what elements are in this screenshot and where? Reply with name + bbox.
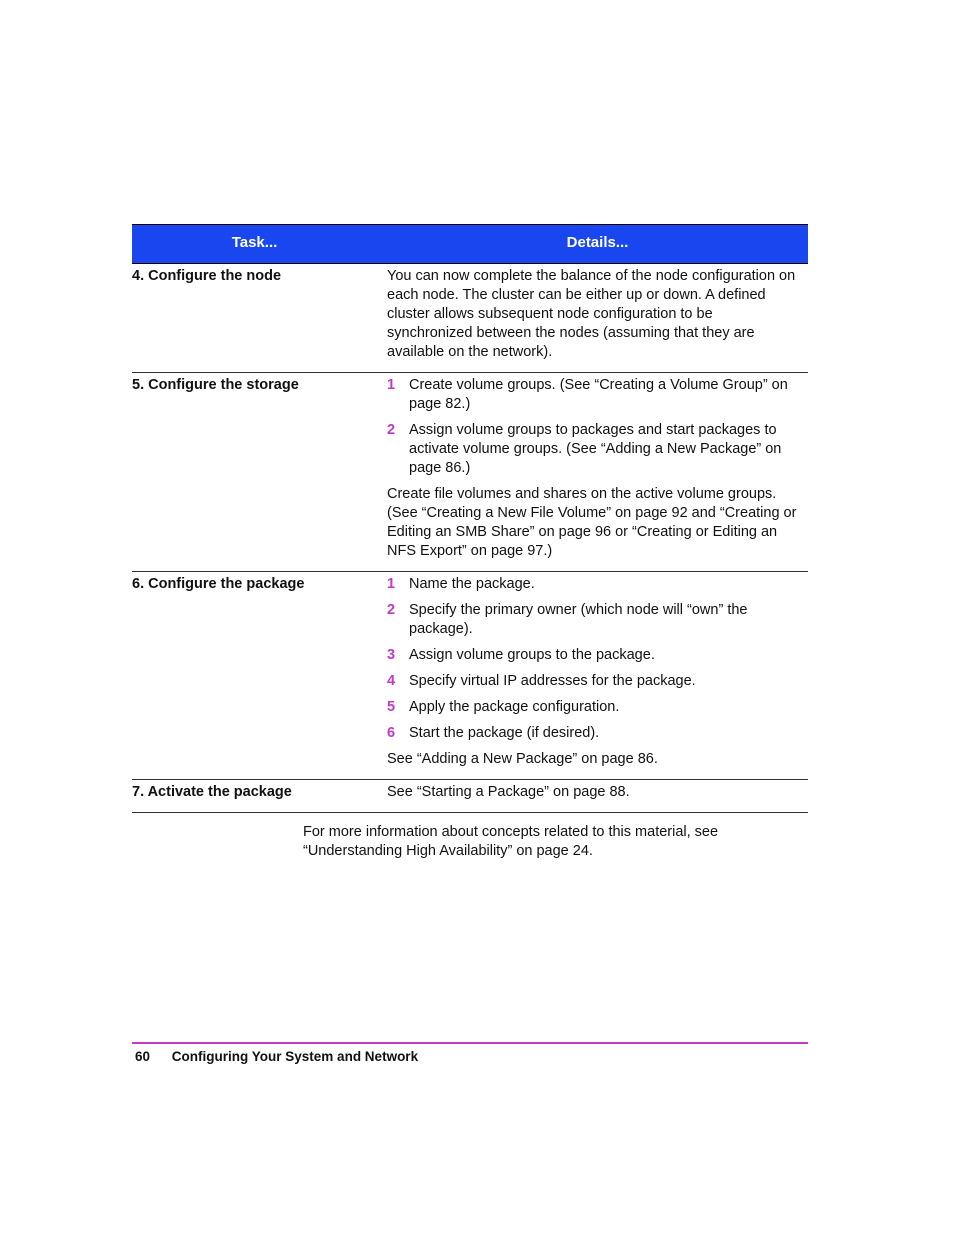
table-row [132, 373, 808, 572]
details-paragraph: See “Adding a New Package” on page 86. [387, 751, 658, 767]
step-text: Specify virtual IP addresses for the package. [409, 673, 696, 689]
step-number: 1 [387, 576, 396, 592]
task-details [387, 575, 808, 769]
table-row [132, 572, 808, 780]
step-number: 2 [387, 602, 396, 618]
step-text: Specify the primary owner (which node will “own” the package). [409, 602, 748, 637]
page-number: 60 [135, 1049, 151, 1064]
table-header [132, 224, 808, 264]
step-text: Assign volume groups to packages and start packages to activate volume groups. (See “Adding a New Package” on page 86.) [409, 422, 782, 476]
step-number: 5 [387, 699, 396, 715]
task-details [387, 267, 808, 362]
step-item [387, 698, 798, 717]
footnote-paragraph: For more information about concepts related to this material, see “Understanding High Availability” on page 24. [303, 824, 719, 859]
step-number: 4 [387, 673, 396, 689]
details-paragraph: You can now complete the balance of the node configuration on each node. The cluster can be either up or down. A defined cluster allows subsequent node configuration to be synchronized between the nodes (assuming that they are available on the network). [387, 268, 796, 360]
task-label: 4. Configure the node [132, 268, 282, 284]
step-number: 6 [387, 725, 396, 741]
step-item [387, 601, 798, 639]
task-table [132, 224, 808, 813]
step-item [387, 376, 798, 414]
task-label: 5. Configure the storage [132, 377, 299, 393]
step-text: Name the package. [409, 576, 535, 592]
step-item [387, 724, 798, 743]
step-text: Apply the package configuration. [409, 699, 620, 715]
step-number: 2 [387, 422, 396, 438]
task-details [387, 783, 808, 802]
step-item [387, 672, 798, 691]
step-item [387, 646, 798, 665]
task-label: 6. Configure the package [132, 576, 305, 592]
step-text: Assign volume groups to the package. [409, 647, 655, 663]
step-number: 3 [387, 647, 396, 663]
details-paragraph: Create file volumes and shares on the active volume groups. (See “Creating a New File Volume” on page 92 and “Creating or Editing an SMB Share” on page 96 or “Creating or Editing an NFS Export” on page 97.) [387, 486, 797, 559]
step-item [387, 575, 798, 594]
details-paragraph: See “Starting a Package” on page 88. [387, 784, 630, 800]
table-row [132, 780, 808, 813]
chapter-title: Configuring Your System and Network [171, 1049, 419, 1064]
footer-divider [132, 1042, 808, 1044]
page-footer [135, 1049, 418, 1064]
header-task: Task... [231, 234, 278, 251]
task-label: 7. Activate the package [132, 784, 292, 800]
task-details [387, 376, 808, 561]
header-details: Details... [566, 234, 629, 251]
step-number: 1 [387, 377, 396, 393]
table-row [132, 264, 808, 373]
step-item [387, 421, 798, 478]
step-text: Start the package (if desired). [409, 725, 600, 741]
step-text: Create volume groups. (See “Creating a Volume Group” on page 82.) [409, 377, 788, 412]
